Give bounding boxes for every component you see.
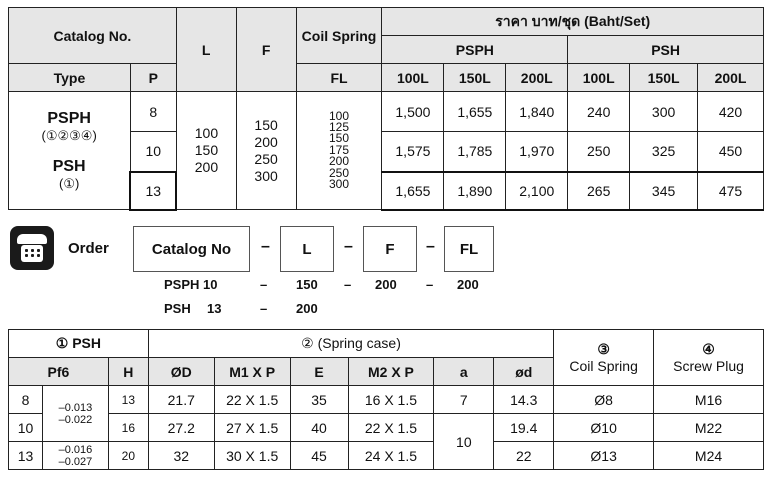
col-M2: M2 X P (348, 358, 434, 386)
coil-value: Ø13 (554, 442, 654, 470)
type-psh: PSH (52, 157, 86, 175)
coil-num: ③ (597, 341, 610, 357)
FL-header: FL (296, 64, 382, 92)
L-value: 200 (194, 159, 219, 175)
L-value: 150 (194, 142, 219, 158)
d-value: 19.4 (494, 414, 554, 442)
price-cell: 1,655 (382, 172, 444, 210)
FL-value: 150 (328, 131, 350, 146)
E-value: 40 (290, 414, 348, 442)
col-a: a (434, 358, 494, 386)
FL-value: 125 (328, 119, 350, 134)
order-dash: – (344, 238, 353, 255)
col-pf6: Pf6 (9, 358, 109, 386)
price-cell: 1,500 (382, 92, 444, 132)
F-header: F (236, 8, 296, 92)
price-header: ราคา บาท/ชุด (Baht/Set) (382, 8, 764, 36)
type-cell (9, 92, 131, 210)
catalog-no-header: Catalog No. (9, 8, 177, 64)
M1-value: 30 X 1.5 (214, 442, 290, 470)
price-cell: 265 (568, 172, 630, 210)
price-cell: 325 (630, 132, 698, 172)
order-example2-catalog: PSH (164, 301, 191, 316)
P-header: P (130, 64, 176, 92)
tol-lower: –0.022 (58, 414, 93, 426)
coil-spring-header (554, 330, 654, 386)
F-values (236, 92, 296, 210)
col-E: E (290, 358, 348, 386)
price-table (8, 7, 764, 211)
M2-value: 24 X 1.5 (348, 442, 434, 470)
price-cell: 1,655 (444, 92, 506, 132)
psh-header: ① PSH (9, 330, 149, 358)
FL-value: 200 (328, 154, 350, 169)
a-value: 7 (434, 386, 494, 414)
length-header: 200L (506, 64, 568, 92)
order-field-L: L (280, 226, 334, 272)
order-example-catalog: PSPH 10 (164, 277, 218, 292)
order-example-L: 150 (296, 277, 318, 292)
col-d: ød (494, 358, 554, 386)
col-D: ØD (148, 358, 214, 386)
tol-upper: –0.013 (58, 402, 93, 414)
pf6-P: 8 (9, 386, 43, 414)
spring-case-header: ② (Spring case) (148, 330, 553, 358)
M1-value: 27 X 1.5 (214, 414, 290, 442)
tol-upper: –0.016 (58, 443, 93, 456)
coil-spring-label: Coil Spring (569, 358, 638, 374)
M2-value: 22 X 1.5 (348, 414, 434, 442)
length-header: 200L (698, 64, 764, 92)
order-example-FL: 200 (457, 277, 479, 292)
type-psph: PSPH (47, 109, 91, 127)
D-value: 32 (148, 442, 214, 470)
coil-value: Ø8 (554, 386, 654, 414)
plug-num: ④ (702, 341, 715, 357)
D-value: 27.2 (148, 414, 214, 442)
length-header: 150L (444, 64, 506, 92)
P-value: 10 (130, 132, 176, 172)
P-value: 8 (130, 92, 176, 132)
price-cell: 420 (698, 92, 764, 132)
E-value: 35 (290, 386, 348, 414)
price-cell: 1,970 (506, 132, 568, 172)
price-cell: 1,575 (382, 132, 444, 172)
H-value: 20 (108, 442, 148, 470)
price-cell: 450 (698, 132, 764, 172)
price-cell: 240 (568, 92, 630, 132)
tol-lower: –0.027 (58, 455, 93, 468)
col-H: H (108, 358, 148, 386)
price-cell: 1,840 (506, 92, 568, 132)
price-cell: 2,100 (506, 172, 568, 210)
H-value: 16 (108, 414, 148, 442)
P-value: 13 (130, 172, 176, 210)
type-psh-sub: (①) (59, 175, 80, 191)
order-field-catalog-no: Catalog No (133, 226, 250, 272)
F-value: 200 (254, 133, 278, 150)
order-dash: – (426, 277, 434, 292)
F-value: 300 (254, 167, 278, 184)
L-values (176, 92, 236, 210)
price-cell: 475 (698, 172, 764, 210)
M1-value: 22 X 1.5 (214, 386, 290, 414)
coil-value: Ø10 (554, 414, 654, 442)
D-value: 21.7 (148, 386, 214, 414)
price-cell: 345 (630, 172, 698, 210)
E-value: 45 (290, 442, 348, 470)
pf6-P: 13 (9, 442, 43, 470)
order-dash: – (261, 238, 270, 255)
order-dash: – (426, 238, 435, 255)
price-cell: 1,785 (444, 132, 506, 172)
order-dash: – (344, 277, 352, 292)
coil-spring-header: Coil Spring (296, 8, 382, 64)
type-header: Type (9, 64, 131, 92)
pf6-P: 10 (9, 414, 43, 442)
FL-value: 175 (328, 142, 350, 157)
price-cell: 1,890 (444, 172, 506, 210)
order-label: Order (68, 240, 109, 257)
group-psph: PSPH (382, 36, 568, 64)
length-header: 150L (630, 64, 698, 92)
order-example2-P: 13 (207, 301, 222, 316)
plug-value: M16 (654, 386, 764, 414)
d-value: 22 (494, 442, 554, 470)
length-header: 100L (568, 64, 630, 92)
order-field-F: F (363, 226, 417, 272)
col-M1: M1 X P (214, 358, 290, 386)
FL-value: 250 (328, 165, 350, 180)
F-value: 150 (254, 116, 278, 133)
M2-value: 16 X 1.5 (348, 386, 434, 414)
tolerance (42, 442, 108, 470)
L-value: 100 (194, 125, 219, 141)
group-psh: PSH (568, 36, 764, 64)
order-dash: – (260, 277, 268, 292)
price-cell: 300 (630, 92, 698, 132)
plug-value: M24 (654, 442, 764, 470)
type-psph-sub: (①②③④) (41, 127, 97, 143)
order-example2-L: 200 (296, 301, 318, 316)
price-cell: 250 (568, 132, 630, 172)
order-dash: – (260, 301, 268, 316)
F-value: 250 (254, 150, 278, 167)
H-value: 13 (108, 386, 148, 414)
length-header: 100L (382, 64, 444, 92)
FL-value: 100 (328, 108, 350, 123)
FL-value: 300 (328, 177, 350, 192)
spec-table (8, 329, 764, 470)
order-field-FL: FL (444, 226, 494, 272)
phone-icon (10, 226, 54, 270)
a-value: 10 (434, 414, 494, 470)
L-header: L (176, 8, 236, 92)
d-value: 14.3 (494, 386, 554, 414)
screw-plug-label: Screw Plug (673, 358, 744, 374)
screw-plug-header (654, 330, 764, 386)
tolerance (42, 386, 108, 442)
plug-value: M22 (654, 414, 764, 442)
order-example-F: 200 (375, 277, 397, 292)
FL-values (296, 92, 382, 210)
